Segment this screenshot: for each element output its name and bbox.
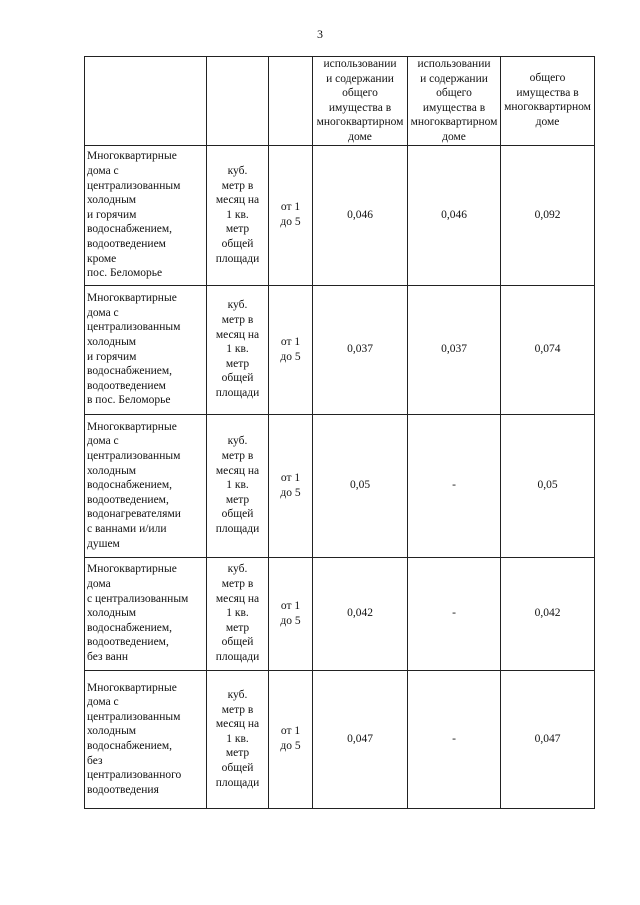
unit-line: метр в xyxy=(221,578,254,591)
building-type-line: водоотведением xyxy=(87,237,166,250)
unit-line: куб. xyxy=(227,435,248,448)
floors-line: до 5 xyxy=(280,216,301,229)
building-type-cell xyxy=(85,285,207,414)
building-type-line: и горячим xyxy=(87,208,137,221)
building-type-line: централизованным xyxy=(87,710,181,723)
header-text-line: многоквартирном xyxy=(504,101,591,114)
unit-cell xyxy=(207,285,269,414)
floors-line: до 5 xyxy=(280,350,301,363)
header-text-line: имущества в xyxy=(328,101,392,114)
building-type-line: в пос. Беломорье xyxy=(87,394,171,407)
building-type-line: Многоквартирные xyxy=(87,292,177,305)
building-type-line: пос. Беломорье xyxy=(87,267,163,280)
building-type-line: Многоквартирные xyxy=(87,681,177,694)
unit-line: метр в xyxy=(221,450,254,463)
value-cell: - xyxy=(408,670,501,808)
floors-cell xyxy=(269,557,313,670)
unit-line: метр xyxy=(225,357,250,370)
building-type-line: без ванн xyxy=(87,651,129,664)
floors-cell xyxy=(269,670,313,808)
building-type-line: водоснабжением, xyxy=(87,479,173,492)
building-type-line: водоснабжением, xyxy=(87,621,173,634)
unit-line: месяц на xyxy=(215,592,260,605)
unit-line: 1 кв. xyxy=(226,732,249,745)
building-type-line: централизованным xyxy=(87,450,181,463)
header-text-line: доме xyxy=(348,130,372,143)
header-text-line: и содержании xyxy=(420,72,488,85)
value-cell: 0,05 xyxy=(313,414,408,557)
table-row xyxy=(85,285,595,414)
table-header-row xyxy=(85,57,595,146)
building-type-line: холодным xyxy=(87,725,137,738)
unit-line: куб. xyxy=(227,299,248,312)
unit-cell xyxy=(207,414,269,557)
header-text-line: доме xyxy=(442,130,466,143)
building-type-line: кроме xyxy=(87,252,117,265)
building-type-line: дома с xyxy=(87,435,119,448)
unit-line: площади xyxy=(215,776,260,789)
unit-line: площади xyxy=(215,523,260,536)
header-text-line: использовании xyxy=(323,58,397,70)
building-type-line: без xyxy=(87,754,103,767)
unit-line: площади xyxy=(215,252,260,265)
building-type-line: водоотведением xyxy=(87,379,166,392)
building-type-line: водоснабжением, xyxy=(87,365,173,378)
header-cell xyxy=(408,57,501,146)
building-type-line: централизованного xyxy=(87,769,182,782)
value-cell: 0,092 xyxy=(501,145,595,285)
building-type-line: Многоквартирные xyxy=(87,563,177,576)
unit-line: куб. xyxy=(227,164,248,177)
norms-table xyxy=(84,56,595,809)
floors-line: до 5 xyxy=(280,740,301,753)
building-type-line: холодным xyxy=(87,335,137,348)
unit-line: общей xyxy=(221,636,254,649)
unit-line: метр xyxy=(225,223,250,236)
header-cell xyxy=(501,57,595,146)
header-text-line: общего xyxy=(342,87,378,100)
building-type-line: водонагревателями xyxy=(87,508,181,521)
header-text-line: использовании xyxy=(417,58,491,70)
value-cell: 0,046 xyxy=(408,145,501,285)
building-type-cell xyxy=(85,670,207,808)
value-cell: - xyxy=(408,414,501,557)
building-type-line: централизованным xyxy=(87,179,181,192)
unit-line: куб. xyxy=(227,688,248,701)
value-cell: 0,046 xyxy=(313,145,408,285)
unit-line: 1 кв. xyxy=(226,479,249,492)
header-text-line: и содержании xyxy=(326,72,394,85)
header-cell-empty xyxy=(85,57,207,146)
header-cell-empty xyxy=(207,57,269,146)
floors-line: до 5 xyxy=(280,486,301,499)
unit-line: месяц на xyxy=(215,464,260,477)
floors-cell xyxy=(269,285,313,414)
building-type-line: и горячим xyxy=(87,350,137,363)
floors-line: от 1 xyxy=(280,471,301,484)
header-text-line: общего xyxy=(436,87,472,100)
unit-line: метр xyxy=(225,621,250,634)
building-type-line: водоотведением, xyxy=(87,493,169,506)
page-number: 3 xyxy=(317,27,323,41)
table-row xyxy=(85,145,595,285)
header-text-line: доме xyxy=(535,115,560,128)
value-cell: 0,037 xyxy=(408,285,501,414)
floors-line: до 5 xyxy=(280,614,301,627)
unit-line: 1 кв. xyxy=(226,607,249,620)
unit-line: месяц на xyxy=(215,194,260,207)
building-type-line: водоснабжением, xyxy=(87,223,173,236)
unit-line: метр xyxy=(225,747,250,760)
building-type-line: водоотведением, xyxy=(87,636,169,649)
header-cell xyxy=(313,57,408,146)
header-text-line: многоквартирном xyxy=(410,116,498,129)
unit-cell xyxy=(207,145,269,285)
header-text-line: общего xyxy=(529,72,566,84)
floors-line: от 1 xyxy=(280,725,301,738)
building-type-line: дома xyxy=(87,578,111,591)
unit-line: метр xyxy=(225,493,250,506)
value-cell: 0,047 xyxy=(501,670,595,808)
table-row xyxy=(85,670,595,808)
unit-line: площади xyxy=(215,651,260,664)
header-text-line: имущества в xyxy=(422,101,486,114)
value-cell: 0,047 xyxy=(313,670,408,808)
unit-line: общей xyxy=(221,761,254,774)
value-cell: 0,074 xyxy=(501,285,595,414)
unit-cell xyxy=(207,557,269,670)
building-type-line: Многоквартирные xyxy=(87,420,177,433)
building-type-line: холодным xyxy=(87,194,137,207)
building-type-line: водоотведения xyxy=(87,783,159,796)
building-type-cell xyxy=(85,557,207,670)
value-cell: 0,042 xyxy=(501,557,595,670)
header-text-line: имущества в xyxy=(516,86,579,99)
unit-line: куб. xyxy=(227,563,248,576)
floors-line: от 1 xyxy=(280,599,301,612)
unit-cell xyxy=(207,670,269,808)
unit-line: месяц на xyxy=(215,328,260,341)
floors-line: от 1 xyxy=(280,335,301,348)
unit-line: 1 кв. xyxy=(226,208,249,221)
unit-line: метр в xyxy=(221,179,254,192)
floors-cell xyxy=(269,145,313,285)
value-cell: 0,05 xyxy=(501,414,595,557)
floors-line: от 1 xyxy=(280,201,301,214)
building-type-line: централизованным xyxy=(87,321,181,334)
building-type-cell xyxy=(85,145,207,285)
header-cell-empty xyxy=(269,57,313,146)
building-type-cell xyxy=(85,414,207,557)
building-type-line: холодным xyxy=(87,607,137,620)
unit-line: метр в xyxy=(221,703,254,716)
unit-line: метр в xyxy=(221,314,254,327)
building-type-line: дома с xyxy=(87,306,119,319)
unit-line: 1 кв. xyxy=(226,343,249,356)
header-text-line: многоквартирном xyxy=(316,116,404,129)
building-type-line: дома с xyxy=(87,696,119,709)
floors-cell xyxy=(269,414,313,557)
building-type-line: Многоквартирные xyxy=(87,150,177,163)
unit-line: общей xyxy=(221,508,254,521)
table-row xyxy=(85,557,595,670)
unit-line: общей xyxy=(221,237,254,250)
unit-line: общей xyxy=(221,372,254,385)
building-type-line: водоснабжением, xyxy=(87,740,173,753)
building-type-line: холодным xyxy=(87,464,137,477)
unit-line: месяц на xyxy=(215,718,260,731)
building-type-line: дома с xyxy=(87,164,119,177)
value-cell: 0,037 xyxy=(313,285,408,414)
table-row xyxy=(85,414,595,557)
building-type-line: душем xyxy=(87,537,120,550)
unit-line: площади xyxy=(215,387,260,400)
value-cell: - xyxy=(408,557,501,670)
building-type-line: с ваннами и/или xyxy=(87,523,167,536)
building-type-line: с централизованным xyxy=(87,592,189,605)
value-cell: 0,042 xyxy=(313,557,408,670)
